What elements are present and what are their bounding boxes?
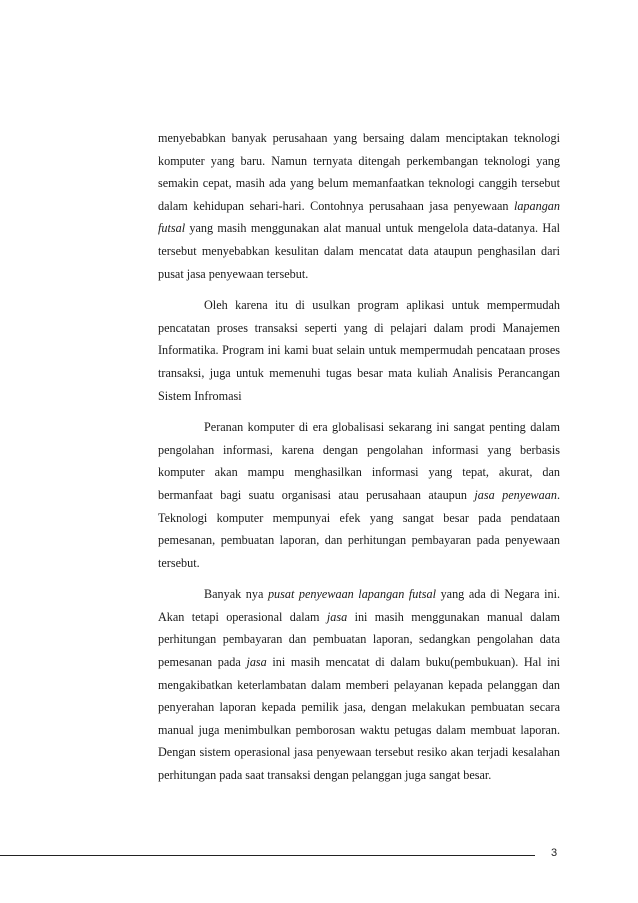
paragraph-3 <box>158 416 560 574</box>
paragraph-3-text: Peranan komputer di era globalisasi sekarang ini sangat penting dalam pengolahan informasi, karena dengan pengolahan informasi yang berbasis komputer akan mampu menghasilkan informasi yang tepat, akurat, dan bermanfaat bagi suatu organisasi atau perusahaan ataupun <box>158 420 560 502</box>
paragraph-1-italic-phrase: lapangan futsal <box>158 198 560 236</box>
page-number: 3 <box>551 847 558 859</box>
paragraph-4-italic-phrase: jasa <box>326 609 348 624</box>
paragraph-2 <box>158 294 560 407</box>
footer-divider <box>0 855 535 856</box>
paragraph-4 <box>158 583 560 786</box>
paragraph-4-text: yang ada di Negara ini. Akan tetapi operasional dalam <box>158 587 560 624</box>
paragraph-2-text: Oleh karena itu di usulkan program aplikasi untuk mempermudah pencatatan proses transaksi seperti yang di pelajari dalam prodi Manajemen Informatika. Program ini kami buat selain untuk mempermudah pencataan proses transaksi, juga untuk memenuhi tugas besar mata kuliah Analisis Perancangan Sistem Infromasi <box>158 298 560 403</box>
paragraph-4-text: ini masih mencatat di dalam buku(pembukuan). Hal ini mengakibatkan keterlambatan dalam memberi pelayanan kepada pelanggan dan penyerahan laporan kepada pemilik jasa, dengan melakukan pembuatan secara manual juga menimbulkan pemborosan waktu petugas dalam membuat laporan. Dengan sistem operasional jasa penyewaan tersebut resiko akan terjadi kesalahan perhitungan pada saat transaksi dengan pelanggan juga sangat besar. <box>158 655 560 783</box>
paragraph-4-italic-phrase: pusat penyewaan lapangan futsal <box>267 587 437 602</box>
paragraph-4-italic-phrase: jasa <box>246 655 267 670</box>
body-text <box>158 127 560 787</box>
paragraph-1 <box>158 127 560 285</box>
paragraph-1-text: menyebabkan banyak perusahaan yang bersaing dalam menciptakan teknologi komputer yang baru. Namun ternyata ditengah perkembangan teknologi yang semakin cepat, masih ada yang belum memanfaatkan teknologi canggih tersebut dalam kehidupan sehari-hari. Contohnya perusahaan jasa penyewaan <box>158 131 560 213</box>
paragraph-1-text: yang masih menggunakan alat manual untuk mengelola data-datanya. Hal tersebut menyebabkan kesulitan dalam mencatat data ataupun penghasilan dari pusat jasa penyewaan tersebut. <box>158 221 560 281</box>
paragraph-3-text: . Teknologi komputer mempunyai efek yang sangat besar pada pendataan pemesanan, pembuatan laporan, dan perhitungan pembayaran pada penyewaan tersebut. <box>158 487 560 570</box>
paragraph-3-italic-phrase: jasa penyewaan <box>474 487 557 502</box>
paragraph-4-text: Banyak nya <box>204 587 268 602</box>
paragraph-4-text: ini masih menggunakan manual dalam perhitungan pembayaran dan pembuatan laporan, sedangkan pengolahan data pemesanan pada <box>158 609 560 670</box>
